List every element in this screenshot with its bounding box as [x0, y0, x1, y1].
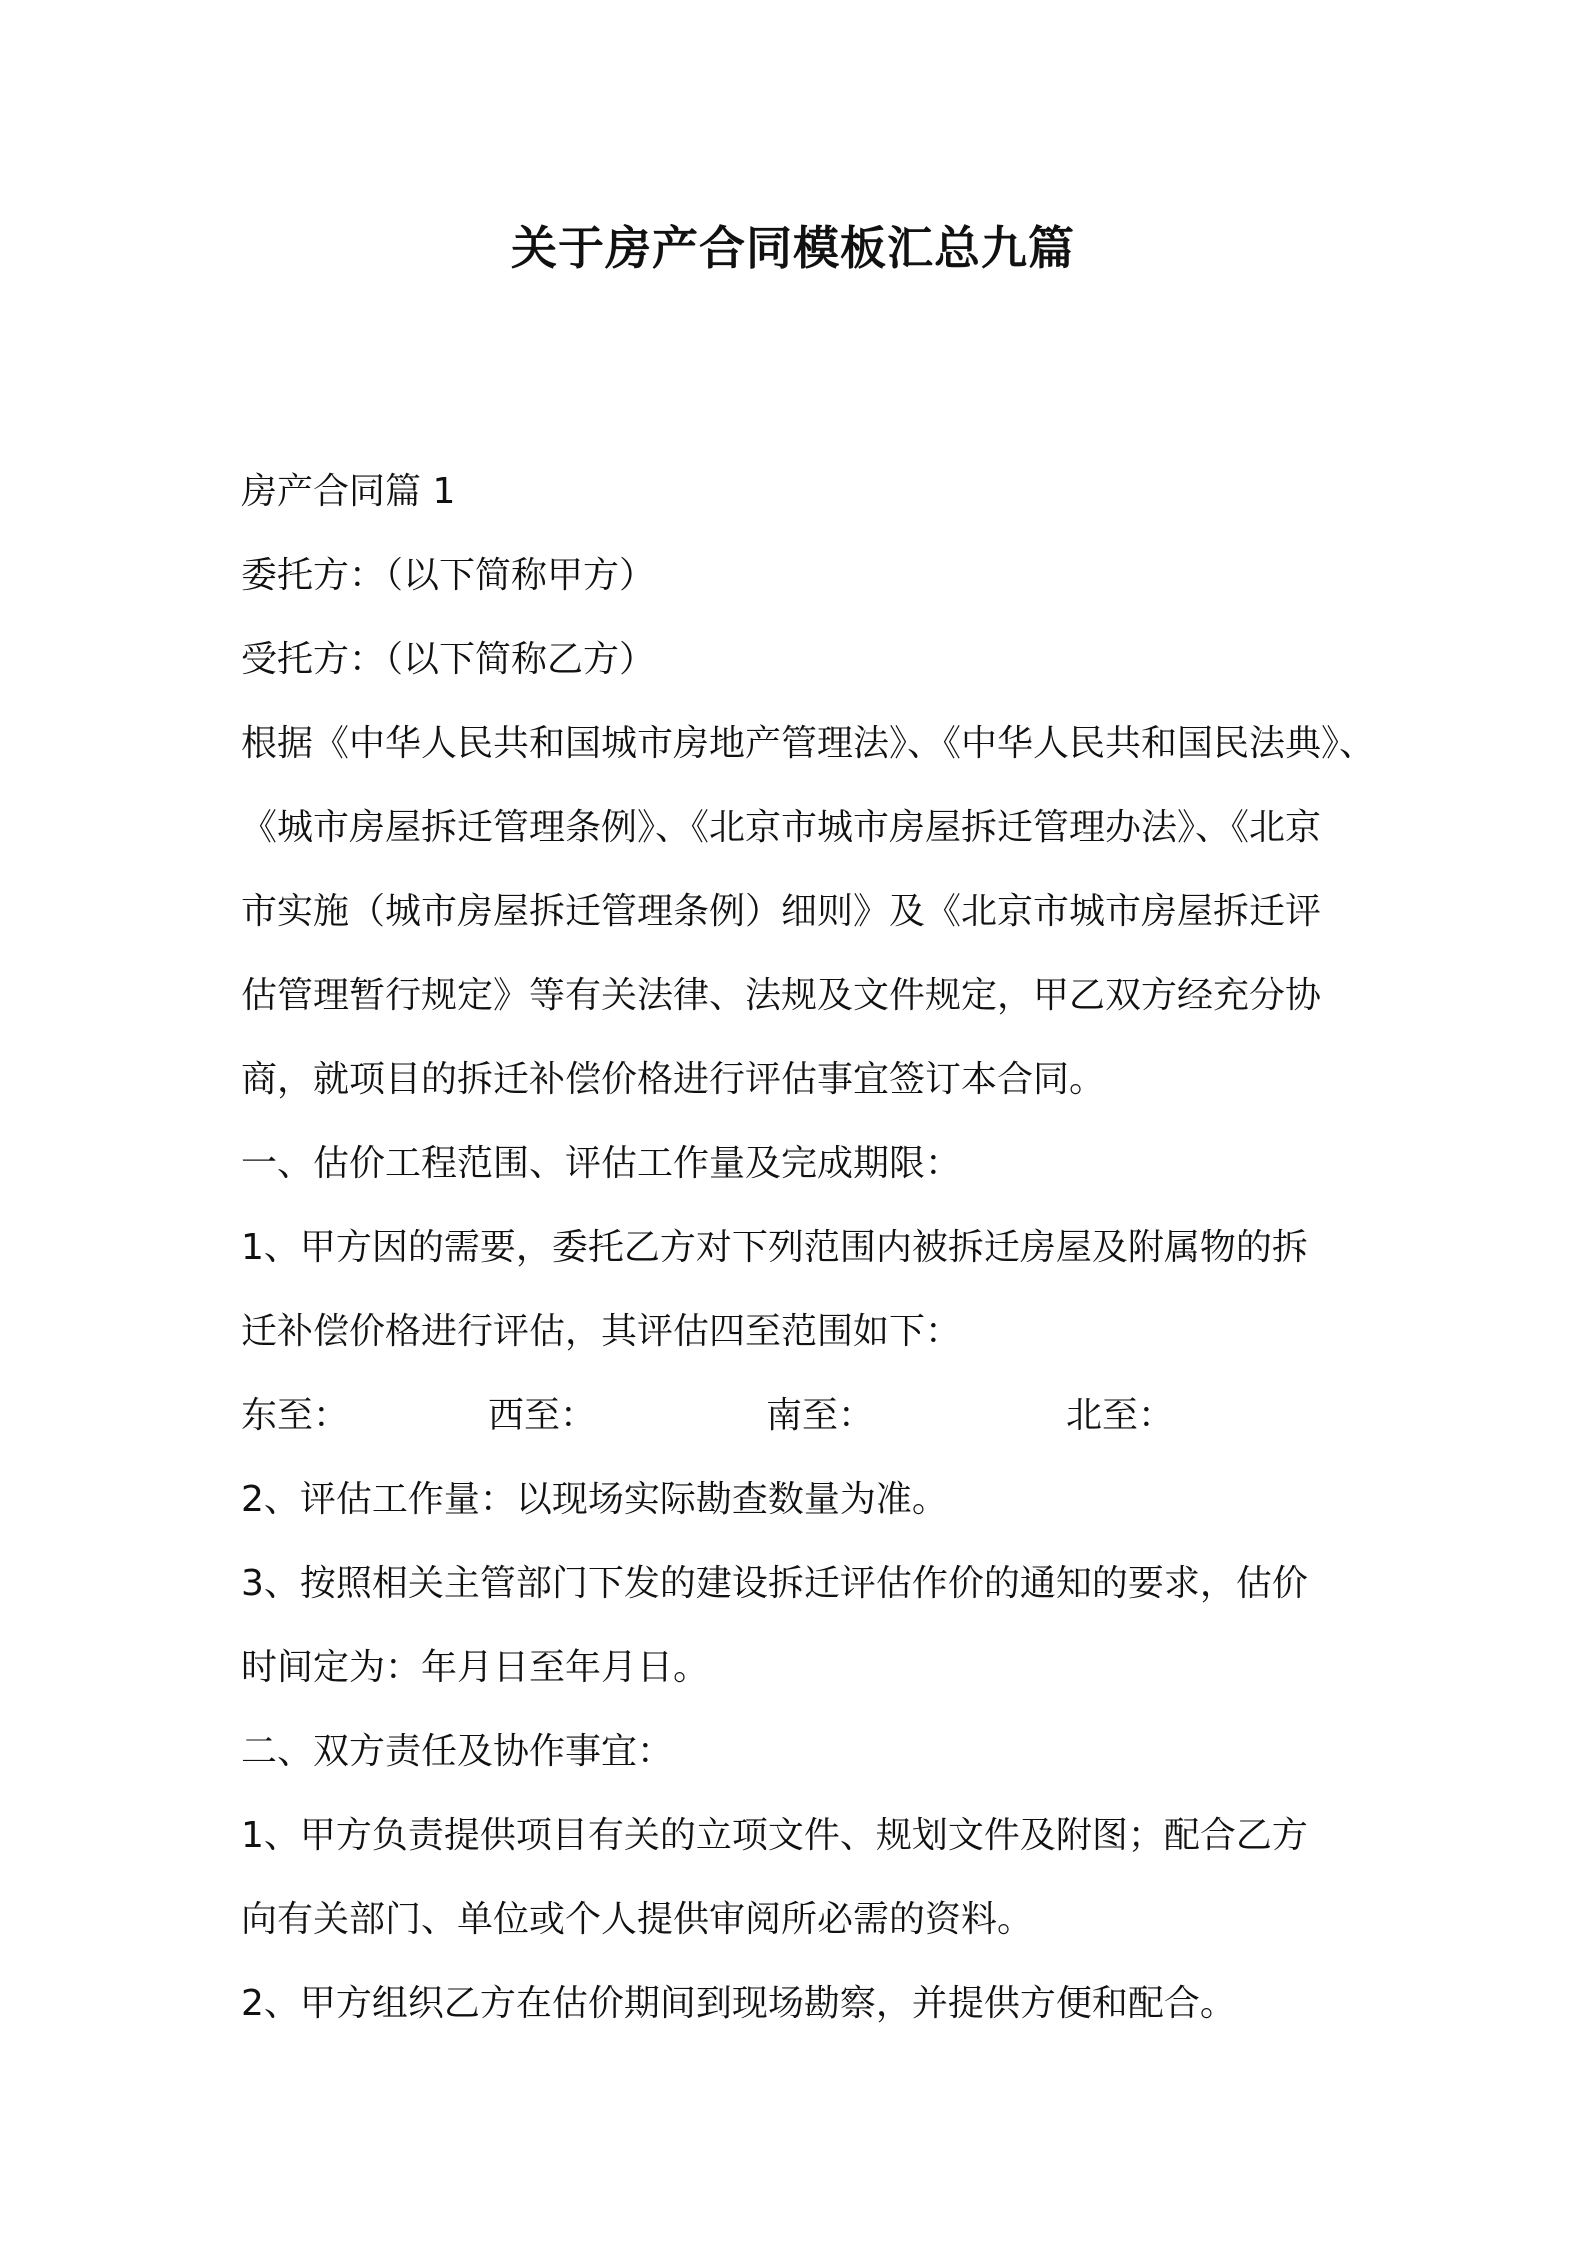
clause-line: 1、甲方负责提供项目有关的立项文件、规划文件及附图；配合乙方 [241, 1815, 1308, 1856]
west-boundary-label: 西至： [488, 1395, 597, 1436]
section-heading: 房产合同篇 1 [241, 471, 456, 512]
section-heading: 二、双方责任及协作事宜： [241, 1731, 674, 1772]
boundary-directions-row [241, 1374, 1353, 1458]
clause-line: 1、甲方因的需要，委托乙方对下列范围内被拆迁房屋及附属物的拆 [241, 1227, 1308, 1268]
document-title: 关于房产合同模板汇总九篇 [511, 221, 1075, 275]
clause-line: 迁补偿价格进行评估，其评估四至范围如下： [241, 1311, 962, 1352]
client-line: 委托方：（以下简称甲方） [241, 555, 656, 596]
section-heading: 一、估价工程范围、评估工作量及完成期限： [241, 1143, 962, 1184]
north-boundary-label: 北至： [1066, 1395, 1175, 1436]
paragraph-line: 商，就项目的拆迁补偿价格进行评估事宜签订本合同。 [241, 1059, 1106, 1100]
east-boundary-label: 东至： [241, 1395, 350, 1436]
clause-line: 向有关部门、单位或个人提供审阅所必需的资料。 [241, 1899, 1034, 1940]
paragraph-line: 《城市房屋拆迁管理条例》、《北京市城市房屋拆迁管理办法》、《北京 [241, 807, 1322, 848]
clause-line: 2、评估工作量：以现场实际勘查数量为准。 [241, 1479, 948, 1520]
clause-line: 2、甲方组织乙方在估价期间到现场勘察，并提供方便和配合。 [241, 1983, 1236, 2024]
document-body [241, 450, 1376, 2046]
paragraph-line: 市实施（城市房屋拆迁管理条例）细则》及《北京市城市房屋拆迁评 [241, 891, 1322, 932]
contractor-line: 受托方：（以下简称乙方） [241, 639, 656, 680]
clause-line: 时间定为：年月日至年月日。 [241, 1647, 710, 1688]
clause-line: 3、按照相关主管部门下发的建设拆迁评估作价的通知的要求，估价 [241, 1563, 1308, 1604]
paragraph-line: 估管理暂行规定》等有关法律、法规及文件规定，甲乙双方经充分协 [241, 975, 1322, 1016]
south-boundary-label: 南至： [766, 1395, 875, 1436]
paragraph-line: 根据《中华人民共和国城市房地产管理法》、《中华人民共和国民法典》、 [241, 723, 1376, 764]
